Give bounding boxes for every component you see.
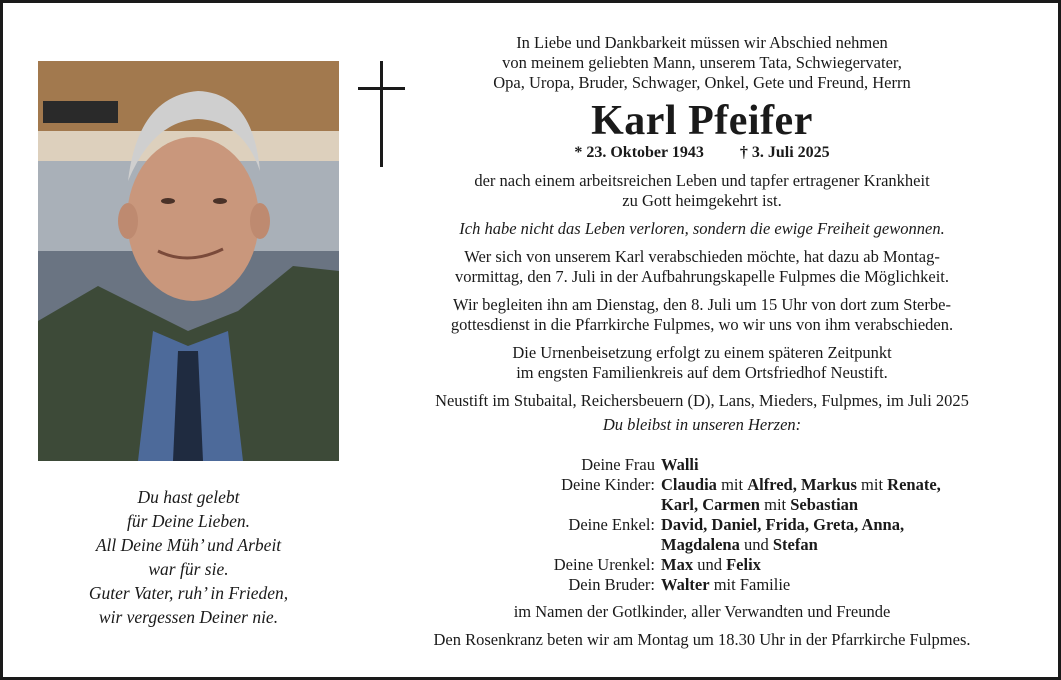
deceased-name: Karl Pfeifer: [591, 98, 813, 144]
family-label: Deine Urenkel:: [553, 555, 655, 574]
heart-line: Du bleibst in unseren Herzen:: [602, 415, 802, 434]
family-row-children-cont: [372, 495, 1032, 515]
family-name: David, Daniel, Frida, Greta, Anna,: [661, 515, 905, 534]
intro-line: In Liebe und Dankbarkeit müssen wir Abschied nehmen: [516, 33, 888, 52]
sentence-line: der nach einem arbeitsreichen Leben und tapfer ertragener Krankheit: [474, 171, 930, 190]
poem-line: Du hast gelebt: [137, 487, 240, 507]
places-line: Neustift im Stubaital, Reichersbeuern (D), Lans, Mieders, Fulpmes, im Juli 2025: [435, 391, 969, 410]
closing-text: [372, 602, 1032, 650]
family-name: Claudia: [661, 475, 717, 494]
life-dates: [372, 143, 1032, 163]
family-list: [372, 455, 1032, 595]
family-row-great-grandchildren: [372, 555, 1032, 575]
family-row-grandchildren: [372, 515, 1032, 535]
closing-line: Den Rosenkranz beten wir am Montag um 18.30 Uhr in der Pfarrkirche Fulpmes.: [433, 630, 971, 649]
birth-date: * 23. Oktober 1943: [574, 144, 704, 161]
service-line: Wir begleiten ihn am Dienstag, den 8. Juli um 15 Uhr von dort zum Sterbe-: [453, 295, 951, 314]
family-name: Alfred, Markus: [747, 475, 857, 494]
connector: mit: [759, 495, 791, 514]
family-row-wife: [372, 455, 1032, 475]
family-row-brother: [372, 575, 1032, 595]
connector: mit: [856, 475, 888, 494]
poem-line: wir vergessen Deiner nie.: [98, 607, 279, 627]
farewell-line: vormittag, den 7. Juli in der Aufbahrungskapelle Fulpmes die Möglichkeit.: [454, 267, 949, 286]
family-row-children: [372, 475, 1032, 495]
obituary-text: [372, 33, 1032, 435]
poem-line: war für sie.: [148, 559, 229, 579]
poem-line: Guter Vater, ruh’ in Frieden,: [88, 583, 289, 603]
connector: mit Familie: [709, 575, 791, 594]
family-label: Deine Frau: [581, 455, 655, 474]
family-name: Karl, Carmen: [661, 495, 760, 514]
family-row-grandchildren-cont: [372, 535, 1032, 555]
family-name: Stefan: [772, 535, 818, 554]
urn-line: im engsten Familienkreis auf dem Ortsfriedhof Neustift.: [516, 363, 888, 382]
family-name: Renate,: [887, 475, 941, 494]
family-name: Sebastian: [790, 495, 859, 514]
connector: mit: [716, 475, 748, 494]
portrait-photo: [38, 61, 339, 461]
connector: und: [739, 535, 773, 554]
family-label: Deine Enkel:: [568, 515, 655, 534]
family-name: Felix: [726, 555, 761, 574]
poem-line: All Deine Müh’ und Arbeit: [95, 535, 282, 555]
connector: und: [693, 555, 727, 574]
intro-line: Opa, Uropa, Bruder, Schwager, Onkel, Gete und Freund, Herrn: [493, 73, 911, 92]
urn-line: Die Urnenbeisetzung erfolgt zu einem späteren Zeitpunkt: [512, 343, 892, 362]
poem-line: für Deine Lieben.: [127, 511, 250, 531]
closing-line: im Namen der Gotlkinder, aller Verwandten und Freunde: [513, 602, 891, 621]
family-name: Max: [661, 555, 694, 574]
family-name: Walli: [661, 455, 699, 474]
sentence-line: zu Gott heimgekehrt ist.: [622, 191, 782, 210]
death-date: † 3. Juli 2025: [739, 144, 830, 161]
family-label: Deine Kinder:: [561, 475, 655, 494]
intro-line: von meinem geliebten Mann, unserem Tata, Schwiegervater,: [502, 53, 902, 72]
poem: [38, 485, 339, 629]
quote: Ich habe nicht das Leben verloren, sondern die ewige Freiheit gewonnen.: [459, 219, 945, 238]
family-name: Walter: [661, 575, 710, 594]
service-line: gottesdienst in die Pfarrkirche Fulpmes, wo wir uns von ihm verabschieden.: [450, 315, 954, 334]
family-label: Dein Bruder:: [568, 575, 655, 594]
farewell-line: Wer sich von unserem Karl verabschieden möchte, hat dazu ab Montag-: [464, 247, 940, 266]
family-name: Magdalena: [661, 535, 740, 554]
